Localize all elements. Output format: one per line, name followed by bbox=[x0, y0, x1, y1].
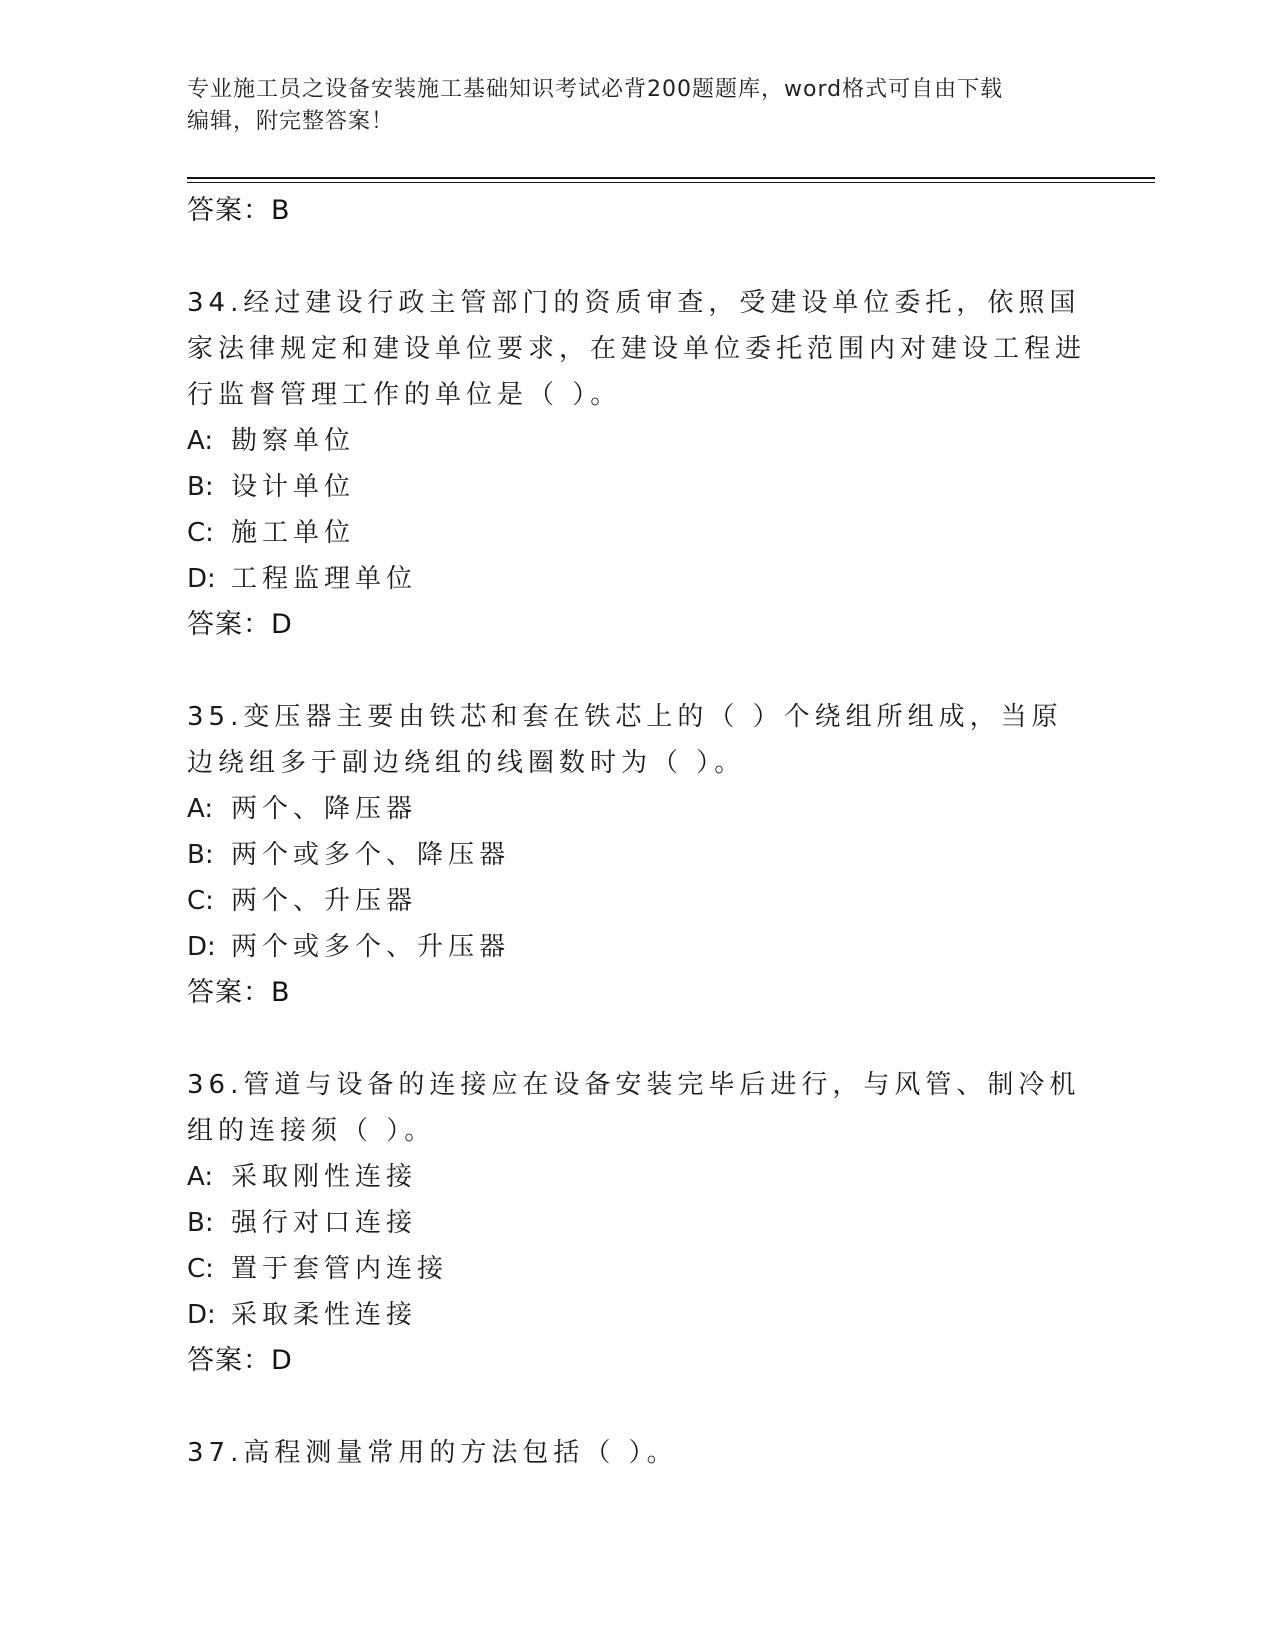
option-a bbox=[187, 1154, 1087, 1200]
option-key: A: bbox=[187, 426, 214, 456]
question-text: 34.经过建设行政主管部门的资质审查，受建设单位委托，依照国家法律规定和建设单位要求，在建设单位委托范围内对建设工程进行监督管理工作的单位是（ ）。 bbox=[187, 288, 1087, 410]
option-b bbox=[187, 1200, 1087, 1246]
question-34 bbox=[187, 280, 1087, 648]
question-text: 36.管道与设备的连接应在设备安装完毕后进行，与风管、制冷机组的连接须（ ）。 bbox=[187, 1070, 1081, 1146]
option-c bbox=[187, 510, 1087, 556]
option-text: 设计单位 bbox=[231, 472, 356, 502]
option-text: 两个、升压器 bbox=[231, 886, 418, 916]
question-text: 35.变压器主要由铁芯和套在铁芯上的（ ）个绕组所组成，当原边绕组多于副边绕组的线圈数时为（ ）。 bbox=[187, 702, 1063, 778]
option-d bbox=[187, 924, 1087, 970]
option-key: A: bbox=[187, 794, 214, 824]
option-text: 强行对口连接 bbox=[231, 1208, 418, 1238]
option-key: B: bbox=[187, 840, 214, 870]
option-key: D: bbox=[187, 1300, 216, 1330]
header-line-1: 专业施工员之设备安装施工基础知识考试必背200题题库，word格式可自由下载 bbox=[187, 77, 1004, 102]
spacer bbox=[187, 1016, 1087, 1062]
spacer bbox=[187, 1384, 1087, 1430]
option-d bbox=[187, 556, 1087, 602]
answer-previous: 答案：B bbox=[187, 195, 291, 226]
answer: 答案：D bbox=[187, 609, 293, 640]
option-text: 采取柔性连接 bbox=[231, 1300, 418, 1330]
option-b bbox=[187, 832, 1087, 878]
option-key: B: bbox=[187, 472, 214, 502]
document-header bbox=[187, 74, 1067, 138]
question-list bbox=[187, 188, 1087, 1476]
question-text: 37.高程测量常用的方法包括（ ）。 bbox=[187, 1438, 678, 1468]
spacer bbox=[187, 648, 1087, 694]
option-b bbox=[187, 464, 1087, 510]
option-c bbox=[187, 878, 1087, 924]
option-a bbox=[187, 418, 1087, 464]
option-key: C: bbox=[187, 1254, 214, 1284]
question-35 bbox=[187, 694, 1087, 1016]
question-36 bbox=[187, 1062, 1087, 1384]
option-text: 两个或多个、降压器 bbox=[231, 840, 511, 870]
option-c bbox=[187, 1246, 1087, 1292]
header-line-2: 编辑，附完整答案！ bbox=[187, 109, 395, 134]
option-key: D: bbox=[187, 932, 216, 962]
option-text: 两个或多个、升压器 bbox=[231, 932, 511, 962]
option-text: 施工单位 bbox=[231, 518, 356, 548]
answer: 答案：B bbox=[187, 977, 291, 1008]
option-key: D: bbox=[187, 564, 216, 594]
option-d bbox=[187, 1292, 1087, 1338]
option-text: 两个、降压器 bbox=[231, 794, 418, 824]
option-key: B: bbox=[187, 1208, 214, 1238]
option-a bbox=[187, 786, 1087, 832]
header-rule-thin bbox=[187, 182, 1155, 183]
header-rule-thick bbox=[187, 177, 1155, 179]
option-text: 采取刚性连接 bbox=[231, 1162, 418, 1192]
option-text: 工程监理单位 bbox=[231, 564, 418, 594]
option-text: 置于套管内连接 bbox=[231, 1254, 449, 1284]
option-key: C: bbox=[187, 886, 214, 916]
question-37 bbox=[187, 1430, 1087, 1476]
option-key: C: bbox=[187, 518, 214, 548]
option-text: 勘察单位 bbox=[231, 426, 356, 456]
answer: 答案：D bbox=[187, 1345, 293, 1376]
spacer bbox=[187, 234, 1087, 280]
option-key: A: bbox=[187, 1162, 214, 1192]
